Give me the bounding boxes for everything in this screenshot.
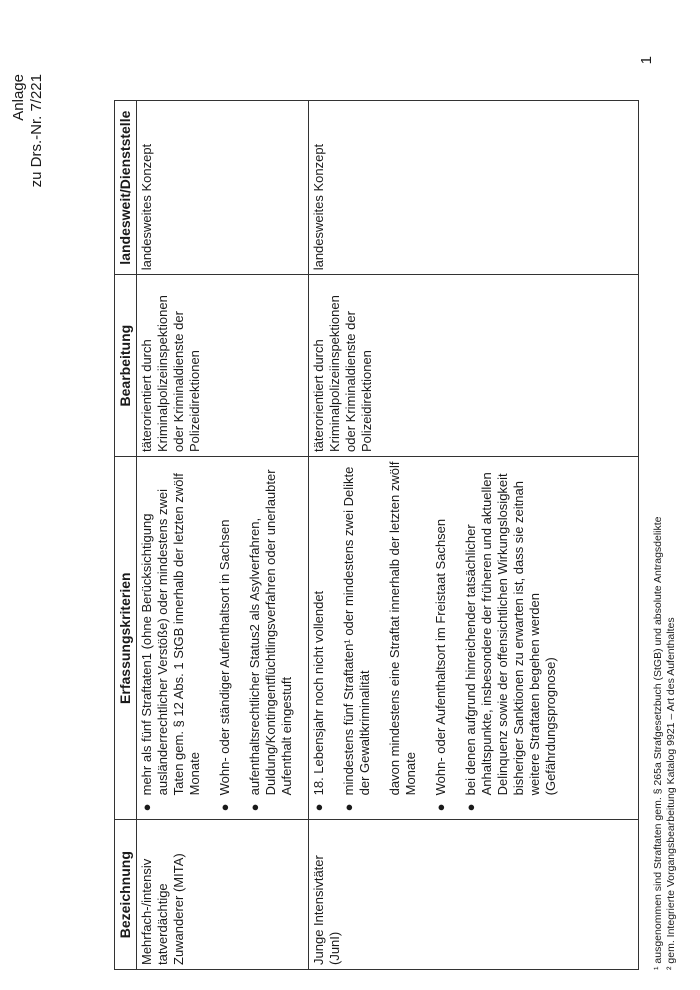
column-header-name: Bezeichnung — [115, 820, 137, 970]
list-item — [311, 461, 327, 812]
row-name-cell: Junge Intensivtäter (JunI) — [309, 820, 639, 970]
list-item — [247, 461, 295, 812]
criterion-text: aufenthaltsrechtlicher Status2 als Asylverfahren, Duldung/Kontingentflüchtlingsverfahren oder unerlaubter Aufenthalt eingestuft — [247, 469, 294, 796]
row-scope-cell: landesweites Konzept — [137, 101, 309, 275]
row-name-cell: Mehrfach-/intensiv tatverdächtige Zuwanderer (MITA) — [137, 820, 309, 970]
attachment-header — [10, 74, 46, 187]
criteria-table — [114, 100, 639, 970]
row-processing-cell: täterorientiert durch Kriminalpolizeiinspektionen oder Kriminaldienste der Polizeidirektionen — [309, 275, 639, 457]
table-header-row — [115, 101, 137, 970]
criterion-text: bei denen aufgrund hinreichender tatsächlicher Anhaltspunkte, insbesondere der früheren und aktuellen Delinquenz sowie der offensichtlichen Wirkungslosigkeit bisheriger Sanktionen zu erwarten ist, dass sie zeitnah weitere Straftaten begehen werden (Gefährdungsprognose) — [463, 472, 558, 796]
row-criteria-cell — [309, 456, 639, 819]
list-item — [217, 461, 233, 812]
bullet-icon: ● — [139, 803, 154, 812]
table-row — [137, 101, 309, 970]
criterion-text: mindestens fünf Straftaten¹ oder mindestens zwei Delikte der Gewaltkriminalität — [341, 466, 372, 796]
list-item — [433, 461, 449, 812]
column-header-scope: landesweit/Dienststelle — [115, 101, 137, 275]
footnotes — [652, 516, 678, 970]
criterion-subtext: davon mindestens eine Straftat innerhalb der letzten zwölf Monate — [387, 461, 418, 796]
list-item — [463, 461, 559, 812]
page-number: 1 — [638, 56, 655, 65]
bullet-icon: ● — [433, 803, 448, 812]
attachment-label: Anlage — [10, 74, 27, 121]
footnote-1: ¹ ausgenommen sind Straftaten gem. § 265a Strafgesetzbuch (StGB) und absolute Antragsdelikte — [652, 516, 664, 970]
list-item — [341, 461, 419, 812]
footnote-2: ² gem. Integrierte Vorgangsbearbeitung Katalog 9921 – Art des Aufenthaltes — [665, 617, 677, 970]
criterion-text: mehr als fünf Straftaten1 (ohne Berücksichtigung ausländerrechtlicher Verstöße) oder mindestens zwei Taten gem. § 12 Abs. 1 StGB innerhalb der letzten zwölf Monate — [139, 473, 202, 796]
column-header-processing: Bearbeitung — [115, 275, 137, 457]
bullet-icon: ● — [341, 803, 356, 812]
criterion-text: 18. Lebensjahr noch nicht vollendet — [311, 590, 326, 796]
list-item — [139, 461, 203, 812]
bullet-icon: ● — [463, 803, 478, 812]
criterion-text: Wohn- oder Aufenthaltsort im Freistaat Sachsen — [433, 518, 448, 796]
row-criteria-cell — [137, 456, 309, 819]
bullet-icon: ● — [311, 803, 326, 812]
column-header-criteria: Erfassungskriterien — [115, 456, 137, 819]
criterion-text: Wohn- oder ständiger Aufenthaltsort in Sachsen — [217, 519, 232, 796]
row-processing-cell: täterorientiert durch Kriminalpolizeiinspektionen oder Kriminaldienste der Polizeidirektionen — [137, 275, 309, 457]
row-scope-cell: landesweites Konzept — [309, 101, 639, 275]
bullet-icon: ● — [217, 803, 232, 812]
document-reference: zu Drs.-Nr. 7/221 — [28, 74, 45, 188]
bullet-icon: ● — [247, 803, 262, 812]
table-row — [309, 101, 639, 970]
